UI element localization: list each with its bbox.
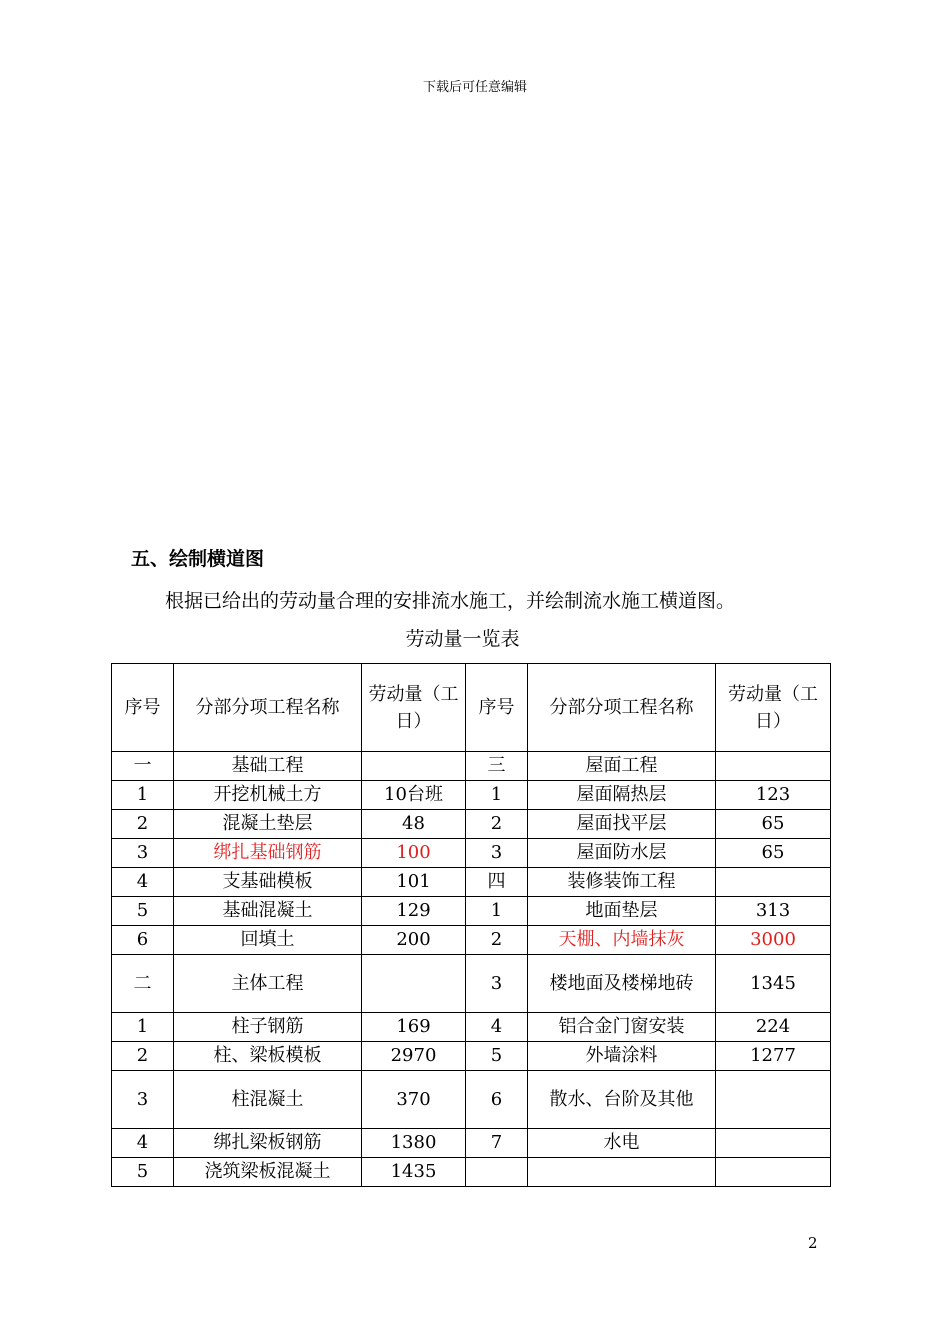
table-cell: 10台班 bbox=[362, 781, 466, 810]
table-cell: 基础工程 bbox=[174, 752, 362, 781]
table-row bbox=[112, 1071, 831, 1129]
table-row bbox=[112, 752, 831, 781]
table-row bbox=[112, 1158, 831, 1187]
table-row bbox=[112, 1129, 831, 1158]
table-cell-highlighted: 3000 bbox=[716, 926, 831, 955]
table-cell: 5 bbox=[466, 1042, 528, 1071]
table-cell: 支基础模板 bbox=[174, 868, 362, 897]
table-cell: 三 bbox=[466, 752, 528, 781]
table-cell: 1 bbox=[112, 781, 174, 810]
table-row bbox=[112, 955, 831, 1013]
table-cell: 4 bbox=[112, 868, 174, 897]
table-cell: 一 bbox=[112, 752, 174, 781]
table-cell: 2 bbox=[466, 810, 528, 839]
table-row bbox=[112, 839, 831, 868]
table-cell: 柱、梁板模板 bbox=[174, 1042, 362, 1071]
header-cell: 分部分项工程名称 bbox=[528, 664, 716, 752]
header-cell: 序号 bbox=[466, 664, 528, 752]
table-cell bbox=[716, 1071, 831, 1129]
table-cell: 5 bbox=[112, 1158, 174, 1187]
table-cell bbox=[362, 955, 466, 1013]
table-cell: 开挖机械土方 bbox=[174, 781, 362, 810]
table-cell bbox=[716, 752, 831, 781]
table-cell: 3 bbox=[112, 1071, 174, 1129]
table-cell: 地面垫层 bbox=[528, 897, 716, 926]
page-header-note: 下载后可任意编辑 bbox=[422, 80, 527, 95]
table-cell: 3 bbox=[466, 955, 528, 1013]
table-cell: 370 bbox=[362, 1071, 466, 1129]
table-cell: 48 bbox=[362, 810, 466, 839]
table-cell-highlighted: 100 bbox=[362, 839, 466, 868]
header-cell: 序号 bbox=[112, 664, 174, 752]
table-row bbox=[112, 810, 831, 839]
table-row bbox=[112, 897, 831, 926]
table-cell: 3 bbox=[112, 839, 174, 868]
table-cell-highlighted: 天棚、内墙抹灰 bbox=[528, 926, 716, 955]
table-cell: 200 bbox=[362, 926, 466, 955]
table-cell: 基础混凝土 bbox=[174, 897, 362, 926]
table-cell: 屋面找平层 bbox=[528, 810, 716, 839]
table-cell: 169 bbox=[362, 1013, 466, 1042]
table-cell: 313 bbox=[716, 897, 831, 926]
header-cell: 分部分项工程名称 bbox=[174, 664, 362, 752]
table-cell bbox=[716, 1129, 831, 1158]
table-cell: 柱混凝土 bbox=[174, 1071, 362, 1129]
table-cell: 回填土 bbox=[174, 926, 362, 955]
header-cell: 劳动量（工日） bbox=[716, 664, 831, 752]
table-cell: 1277 bbox=[716, 1042, 831, 1071]
table-cell: 二 bbox=[112, 955, 174, 1013]
table-cell: 4 bbox=[466, 1013, 528, 1042]
page-number: 2 bbox=[808, 1234, 818, 1252]
table-cell bbox=[716, 1158, 831, 1187]
table-cell: 6 bbox=[112, 926, 174, 955]
table-cell: 65 bbox=[716, 839, 831, 868]
table-cell: 装修装饰工程 bbox=[528, 868, 716, 897]
table-row bbox=[112, 1013, 831, 1042]
table-cell: 四 bbox=[466, 868, 528, 897]
table-cell: 绑扎梁板钢筋 bbox=[174, 1129, 362, 1158]
table-cell: 外墙涂料 bbox=[528, 1042, 716, 1071]
table-cell: 101 bbox=[362, 868, 466, 897]
table-cell: 1 bbox=[112, 1013, 174, 1042]
table-row bbox=[112, 781, 831, 810]
table-cell: 1380 bbox=[362, 1129, 466, 1158]
table-cell: 2 bbox=[466, 926, 528, 955]
table-title: 劳动量一览表 bbox=[405, 628, 520, 650]
table-cell: 混凝土垫层 bbox=[174, 810, 362, 839]
table-cell: 123 bbox=[716, 781, 831, 810]
table-cell bbox=[716, 868, 831, 897]
table-cell: 2970 bbox=[362, 1042, 466, 1071]
table-cell: 屋面隔热层 bbox=[528, 781, 716, 810]
table-cell bbox=[362, 752, 466, 781]
table-header-row bbox=[112, 664, 831, 752]
table-cell bbox=[528, 1158, 716, 1187]
table-cell: 4 bbox=[112, 1129, 174, 1158]
table-cell: 屋面工程 bbox=[528, 752, 716, 781]
table-cell: 浇筑梁板混凝土 bbox=[174, 1158, 362, 1187]
table-cell: 水电 bbox=[528, 1129, 716, 1158]
table-cell-highlighted: 绑扎基础钢筋 bbox=[174, 839, 362, 868]
labor-table bbox=[111, 663, 831, 1187]
table-cell: 6 bbox=[466, 1071, 528, 1129]
table-cell: 屋面防水层 bbox=[528, 839, 716, 868]
table-cell: 主体工程 bbox=[174, 955, 362, 1013]
table-cell: 散水、台阶及其他 bbox=[528, 1071, 716, 1129]
table-cell: 1 bbox=[466, 897, 528, 926]
table-cell: 1345 bbox=[716, 955, 831, 1013]
table-row bbox=[112, 1042, 831, 1071]
table-row bbox=[112, 868, 831, 897]
table-row bbox=[112, 926, 831, 955]
table-cell: 1 bbox=[466, 781, 528, 810]
table-cell: 1435 bbox=[362, 1158, 466, 1187]
table-cell: 2 bbox=[112, 1042, 174, 1071]
table-cell: 224 bbox=[716, 1013, 831, 1042]
intro-paragraph: 根据已给出的劳动量合理的安排流水施工，并绘制流水施工横道图。 bbox=[165, 590, 736, 612]
table-cell: 7 bbox=[466, 1129, 528, 1158]
table-cell: 5 bbox=[112, 897, 174, 926]
header-cell: 劳动量（工日） bbox=[362, 664, 466, 752]
table-cell: 65 bbox=[716, 810, 831, 839]
table-cell: 2 bbox=[112, 810, 174, 839]
table-cell: 129 bbox=[362, 897, 466, 926]
table-cell: 3 bbox=[466, 839, 528, 868]
section-heading: 五、绘制横道图 bbox=[131, 548, 265, 570]
table-cell: 楼地面及楼梯地砖 bbox=[528, 955, 716, 1013]
table-cell: 柱子钢筋 bbox=[174, 1013, 362, 1042]
table-cell bbox=[466, 1158, 528, 1187]
table-cell: 铝合金门窗安装 bbox=[528, 1013, 716, 1042]
